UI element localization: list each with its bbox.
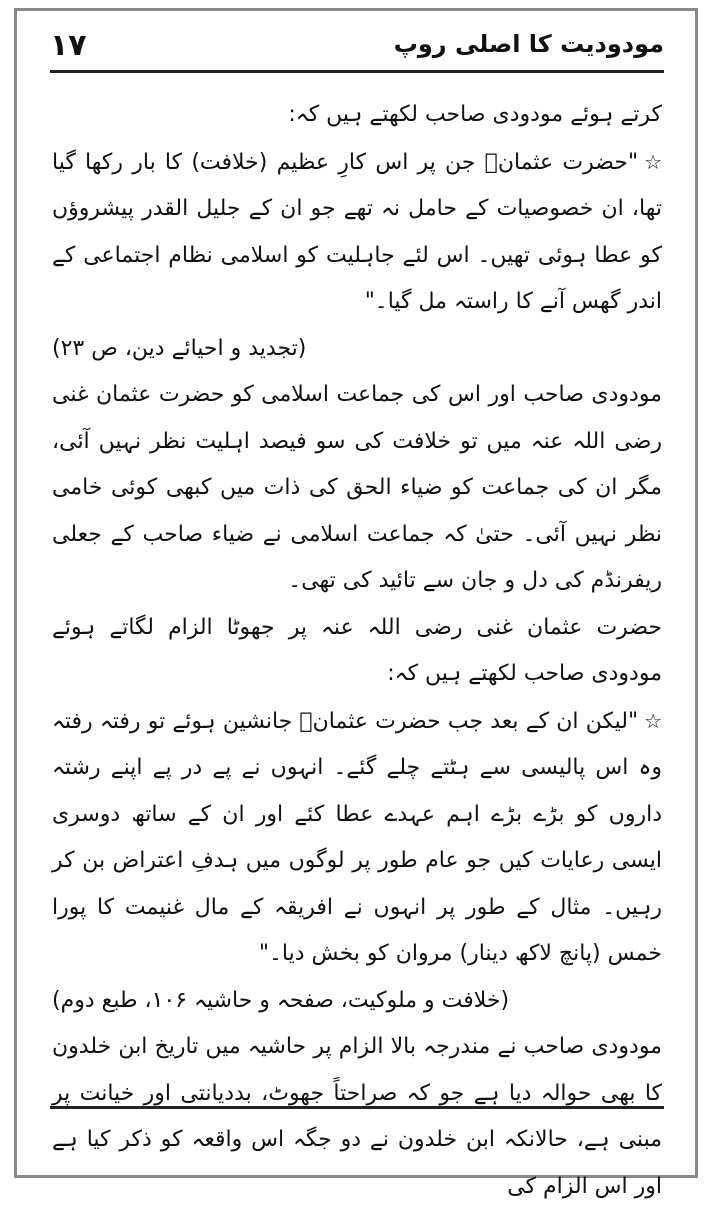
header-rule bbox=[50, 70, 664, 73]
running-title: مودودیت کا اصلی روپ bbox=[393, 30, 664, 58]
paragraph-4: مودودی صاحب نے مندرجہ بالا الزام پر حاشیہ میں تاریخ ابن خلدون کا بھی حوالہ دیا ہے جو کہ صراحتاً جھوٹ، بددیانتی اور خیانت پر مبنی ہے، حالانکہ ابن خلدون نے دو جگہ اس واقعہ کو ذکر کیا ہے اور اس الزام کی bbox=[52, 1034, 662, 1199]
quote-2-reference: (خلافت و ملوکیت، صفحہ و حاشیہ ۱۰۶، طبع دوم) bbox=[52, 987, 510, 1013]
quote-2 bbox=[52, 698, 662, 1025]
page-header bbox=[50, 24, 664, 70]
star-outline-icon: ☆ bbox=[644, 708, 662, 733]
quote-1-text: "حضرت عثمانؓ جن پر اس کارِ عظیم (خلافت) کا بار رکھا گیا تھا، ان خصوصیات کے حامل نہ تھے جو ان کے جلیل القدر پیشروؤں کو عطا ہوئی تھیں۔ اس لئے جاہلیت کو اسلامی نظام اجتماعی کے اندر گھس آنے کا راستہ مل گیا۔" bbox=[52, 149, 662, 314]
page-number: ١٧ bbox=[50, 28, 87, 63]
paragraph-2: مودودی صاحب اور اس کی جماعت اسلامی کو حضرت عثمان غنی رضی اللہ عنہ میں تو خلافت کی سو فیصد اہلیت نظر نہیں آئی، مگر ان کی جماعت کو ضیاء الحق کی ذات میں کبھی کوئی خامی نظر نہیں آئی۔ حتیٰ کہ جماعت اسلامی نے ضیاء صاحب کے جعلی ریفرنڈم کی دل و جان سے تائید کی تھی۔ bbox=[52, 382, 662, 593]
footer-rule bbox=[50, 1106, 664, 1109]
paragraph-3: حضرت عثمان غنی رضی اللہ عنہ پر جھوٹا الزام لگاتے ہوئے مودودی صاحب لکھتے ہیں کہ: bbox=[52, 614, 662, 686]
quote-1 bbox=[52, 139, 662, 373]
body-text bbox=[52, 92, 662, 1210]
quote-2-text: "لیکن ان کے بعد جب حضرت عثمانؓ جانشین ہوئے تو رفتہ رفتہ وہ اس پالیسی سے ہٹتے چلے گئے۔ انہوں نے پے در پے اپنے رشتہ داروں کو بڑے بڑے اہم عہدے عطا کئے اور ان کے ساتھ دوسری ایسی رعایات کیں جو عام طور پر لوگوں میں ہدفِ اعتراض بن کر رہیں۔ مثال کے طور پر انہوں نے افریقہ کے مال غنیمت کا پورا خمس (پانچ لاکھ دینار) مروان کو بخش دیا۔" bbox=[52, 708, 662, 966]
quote-1-reference: (تجدید و احیائے دین، ص ۲۳) bbox=[52, 335, 307, 361]
intro-line: کرتے ہوئے مودودی صاحب لکھتے ہیں کہ: bbox=[288, 102, 662, 127]
star-outline-icon: ☆ bbox=[644, 149, 662, 174]
